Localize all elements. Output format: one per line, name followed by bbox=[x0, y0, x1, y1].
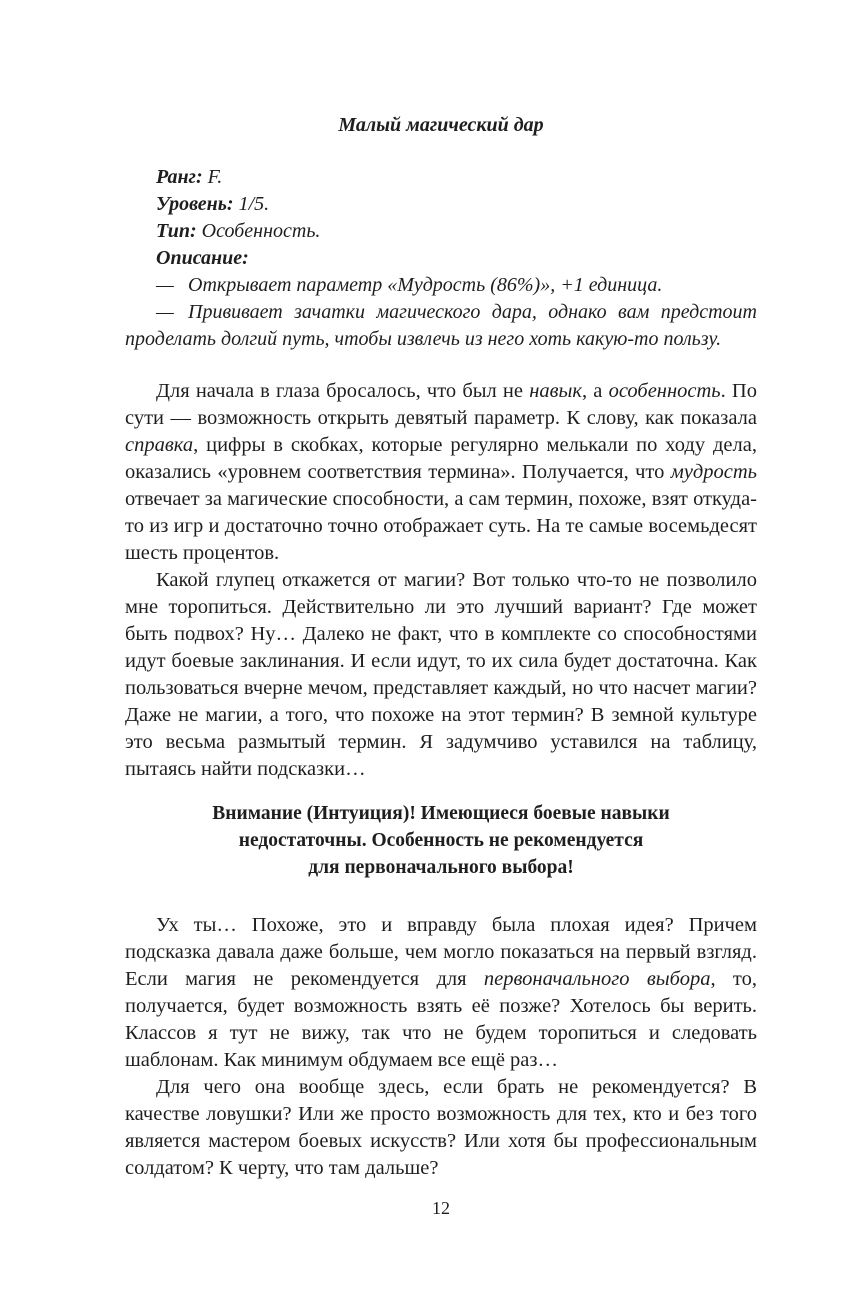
skill-card bbox=[125, 164, 757, 353]
text-run: отвечает за магические способности, а сам термин, похоже, взят откуда-то из игр и достаточно точно отображает суть. На те самые восемьдесят шесть процентов. bbox=[125, 488, 757, 564]
field-type bbox=[125, 218, 757, 245]
field-level bbox=[125, 191, 757, 218]
page-number: 12 bbox=[432, 1198, 450, 1218]
warning-line: Внимание (Интуиция)! Имеющиеся боевые навыки bbox=[212, 803, 670, 824]
dash: — bbox=[156, 301, 174, 323]
emphasis: справка bbox=[125, 434, 194, 456]
dash: — bbox=[156, 274, 174, 296]
text-run: , то, получается, будет возможность взять её позже? Хотелось бы верить. Классов я тут не вижу, так что не будем торопиться и следовать шаблонам. Как минимум обдумаем все ещё раз… bbox=[125, 968, 757, 1071]
text-run: Для начала в глаза бросалось, что был не bbox=[156, 380, 530, 402]
skill-card-title: Малый магический дар bbox=[338, 114, 544, 136]
text-run: Ух ты… Похоже, это и вправду была плохая идея? Причем подсказка давала даже больше, чем могло показаться на первый взгляд. Если магия не рекомендуется для bbox=[125, 914, 757, 990]
section-1 bbox=[125, 378, 757, 783]
emphasis: навык bbox=[529, 380, 582, 402]
description-text: Прививает зачатки магического дара, однако вам предстоит проделать долгий путь, чтобы извлечь из него хоть какую-то пользу. bbox=[125, 301, 757, 350]
paragraph bbox=[125, 912, 757, 1074]
field-value: 1/5. bbox=[233, 193, 270, 215]
paragraph: Для чего она вообще здесь, если брать не рекомендуется? В качестве ловушки? Или же просто возможность для тех, кто и без того является мастером боевых искусств? Или хотя бы профессиональным солдатом? К черту, что там дальше? bbox=[125, 1076, 757, 1179]
text-run: . По сути — возможность открыть девятый параметр. К слову, как показала bbox=[125, 380, 757, 429]
emphasis: первоначального выбора bbox=[483, 968, 711, 990]
field-label: Описание: bbox=[156, 247, 249, 269]
description-text: Открывает параметр «Мудрость (86%)», +1 единица. bbox=[188, 274, 663, 296]
text-run: , цифры в скобках, которые регулярно мелькали по ходу дела, оказались «уровнем соответствия термина». Получается, что bbox=[125, 434, 757, 483]
emphasis: особенность bbox=[608, 380, 721, 402]
description-item bbox=[125, 272, 757, 299]
field-value: Особенность. bbox=[196, 220, 321, 242]
field-label: Ранг: bbox=[156, 166, 203, 188]
field-value: F. bbox=[202, 166, 223, 188]
field-label: Тип: bbox=[156, 220, 197, 242]
warning-line: для первоначального выбора! bbox=[308, 857, 574, 878]
text-run: , а bbox=[581, 380, 609, 402]
description-item bbox=[125, 299, 757, 353]
paragraph bbox=[125, 378, 757, 567]
emphasis: мудрость bbox=[670, 461, 757, 483]
section-2 bbox=[125, 912, 757, 1182]
warning-line: недостаточны. Особенность не рекомендуется bbox=[238, 830, 644, 851]
field-description bbox=[125, 245, 757, 272]
warning-notice bbox=[125, 800, 757, 881]
paragraph: Какой глупец откажется от магии? Вот только что-то не позволило мне торопиться. Действительно ли это лучший вариант? Где может быть подвох? Ну… Далеко не факт, что в комплекте со способностями идут боевые заклинания. И если идут, то их сила будет достаточна. Как пользоваться вчерне мечом, представляет каждый, но что насчет магии? Даже не магии, а того, что похоже на этот термин? В земной культуре это весьма размытый термин. Я задумчиво уставился на таблицу, пытаясь найти подсказки… bbox=[125, 569, 757, 780]
field-label: Уровень: bbox=[156, 193, 234, 215]
field-rank bbox=[125, 164, 757, 191]
